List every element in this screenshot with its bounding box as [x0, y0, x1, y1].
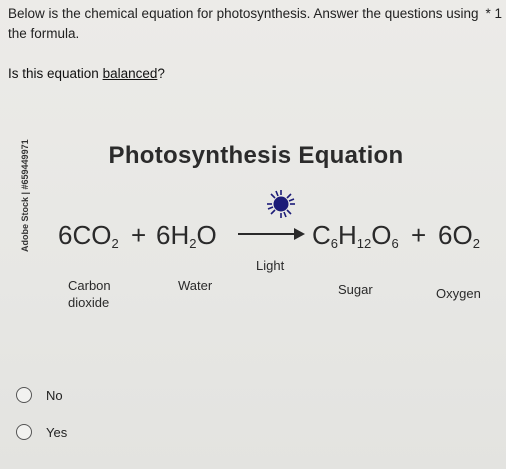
option-yes-label: Yes [46, 424, 68, 440]
option-yes[interactable] [16, 424, 67, 440]
equation-reactant-co2: $6CO_2$ [58, 220, 119, 251]
prompt-text: Below is the chemical equation for photosynthesis. Answer the questions using the formula. [8, 6, 479, 41]
label-oxygen: Oxygen [436, 286, 481, 301]
equation-reactant-h2o: $6H_2O$ [156, 220, 217, 251]
question-prompt [8, 4, 500, 44]
reaction-arrow-icon [238, 226, 306, 242]
radio-no[interactable] [16, 387, 32, 403]
option-no[interactable] [16, 387, 63, 403]
label-sugar: Sugar [338, 282, 373, 297]
equation-plus-2: + [411, 220, 427, 250]
photosynthesis-image [6, 120, 506, 370]
label-water: Water [178, 278, 213, 293]
label-carbon: Carbon [68, 278, 111, 293]
image-title: Photosynthesis Equation [108, 142, 404, 169]
question-underlined: balanced [102, 66, 158, 81]
label-dioxide: dioxide [68, 295, 110, 310]
arrow-label-light: Light [256, 258, 285, 273]
question-suffix: ? [157, 66, 165, 81]
equation-product-glucose: $C_6H_{12}O_6$ [312, 220, 399, 251]
required-marker: * 1 [485, 6, 502, 21]
radio-yes[interactable] [16, 424, 32, 440]
equation-product-o2: $6O_2$ [438, 220, 480, 251]
question-text [8, 66, 165, 81]
option-no-label: No [46, 387, 63, 403]
question-prefix: Is this equation [8, 66, 103, 81]
watermark: Adobe Stock | #659449971 [20, 139, 30, 252]
equation-plus-1: + [131, 220, 147, 250]
